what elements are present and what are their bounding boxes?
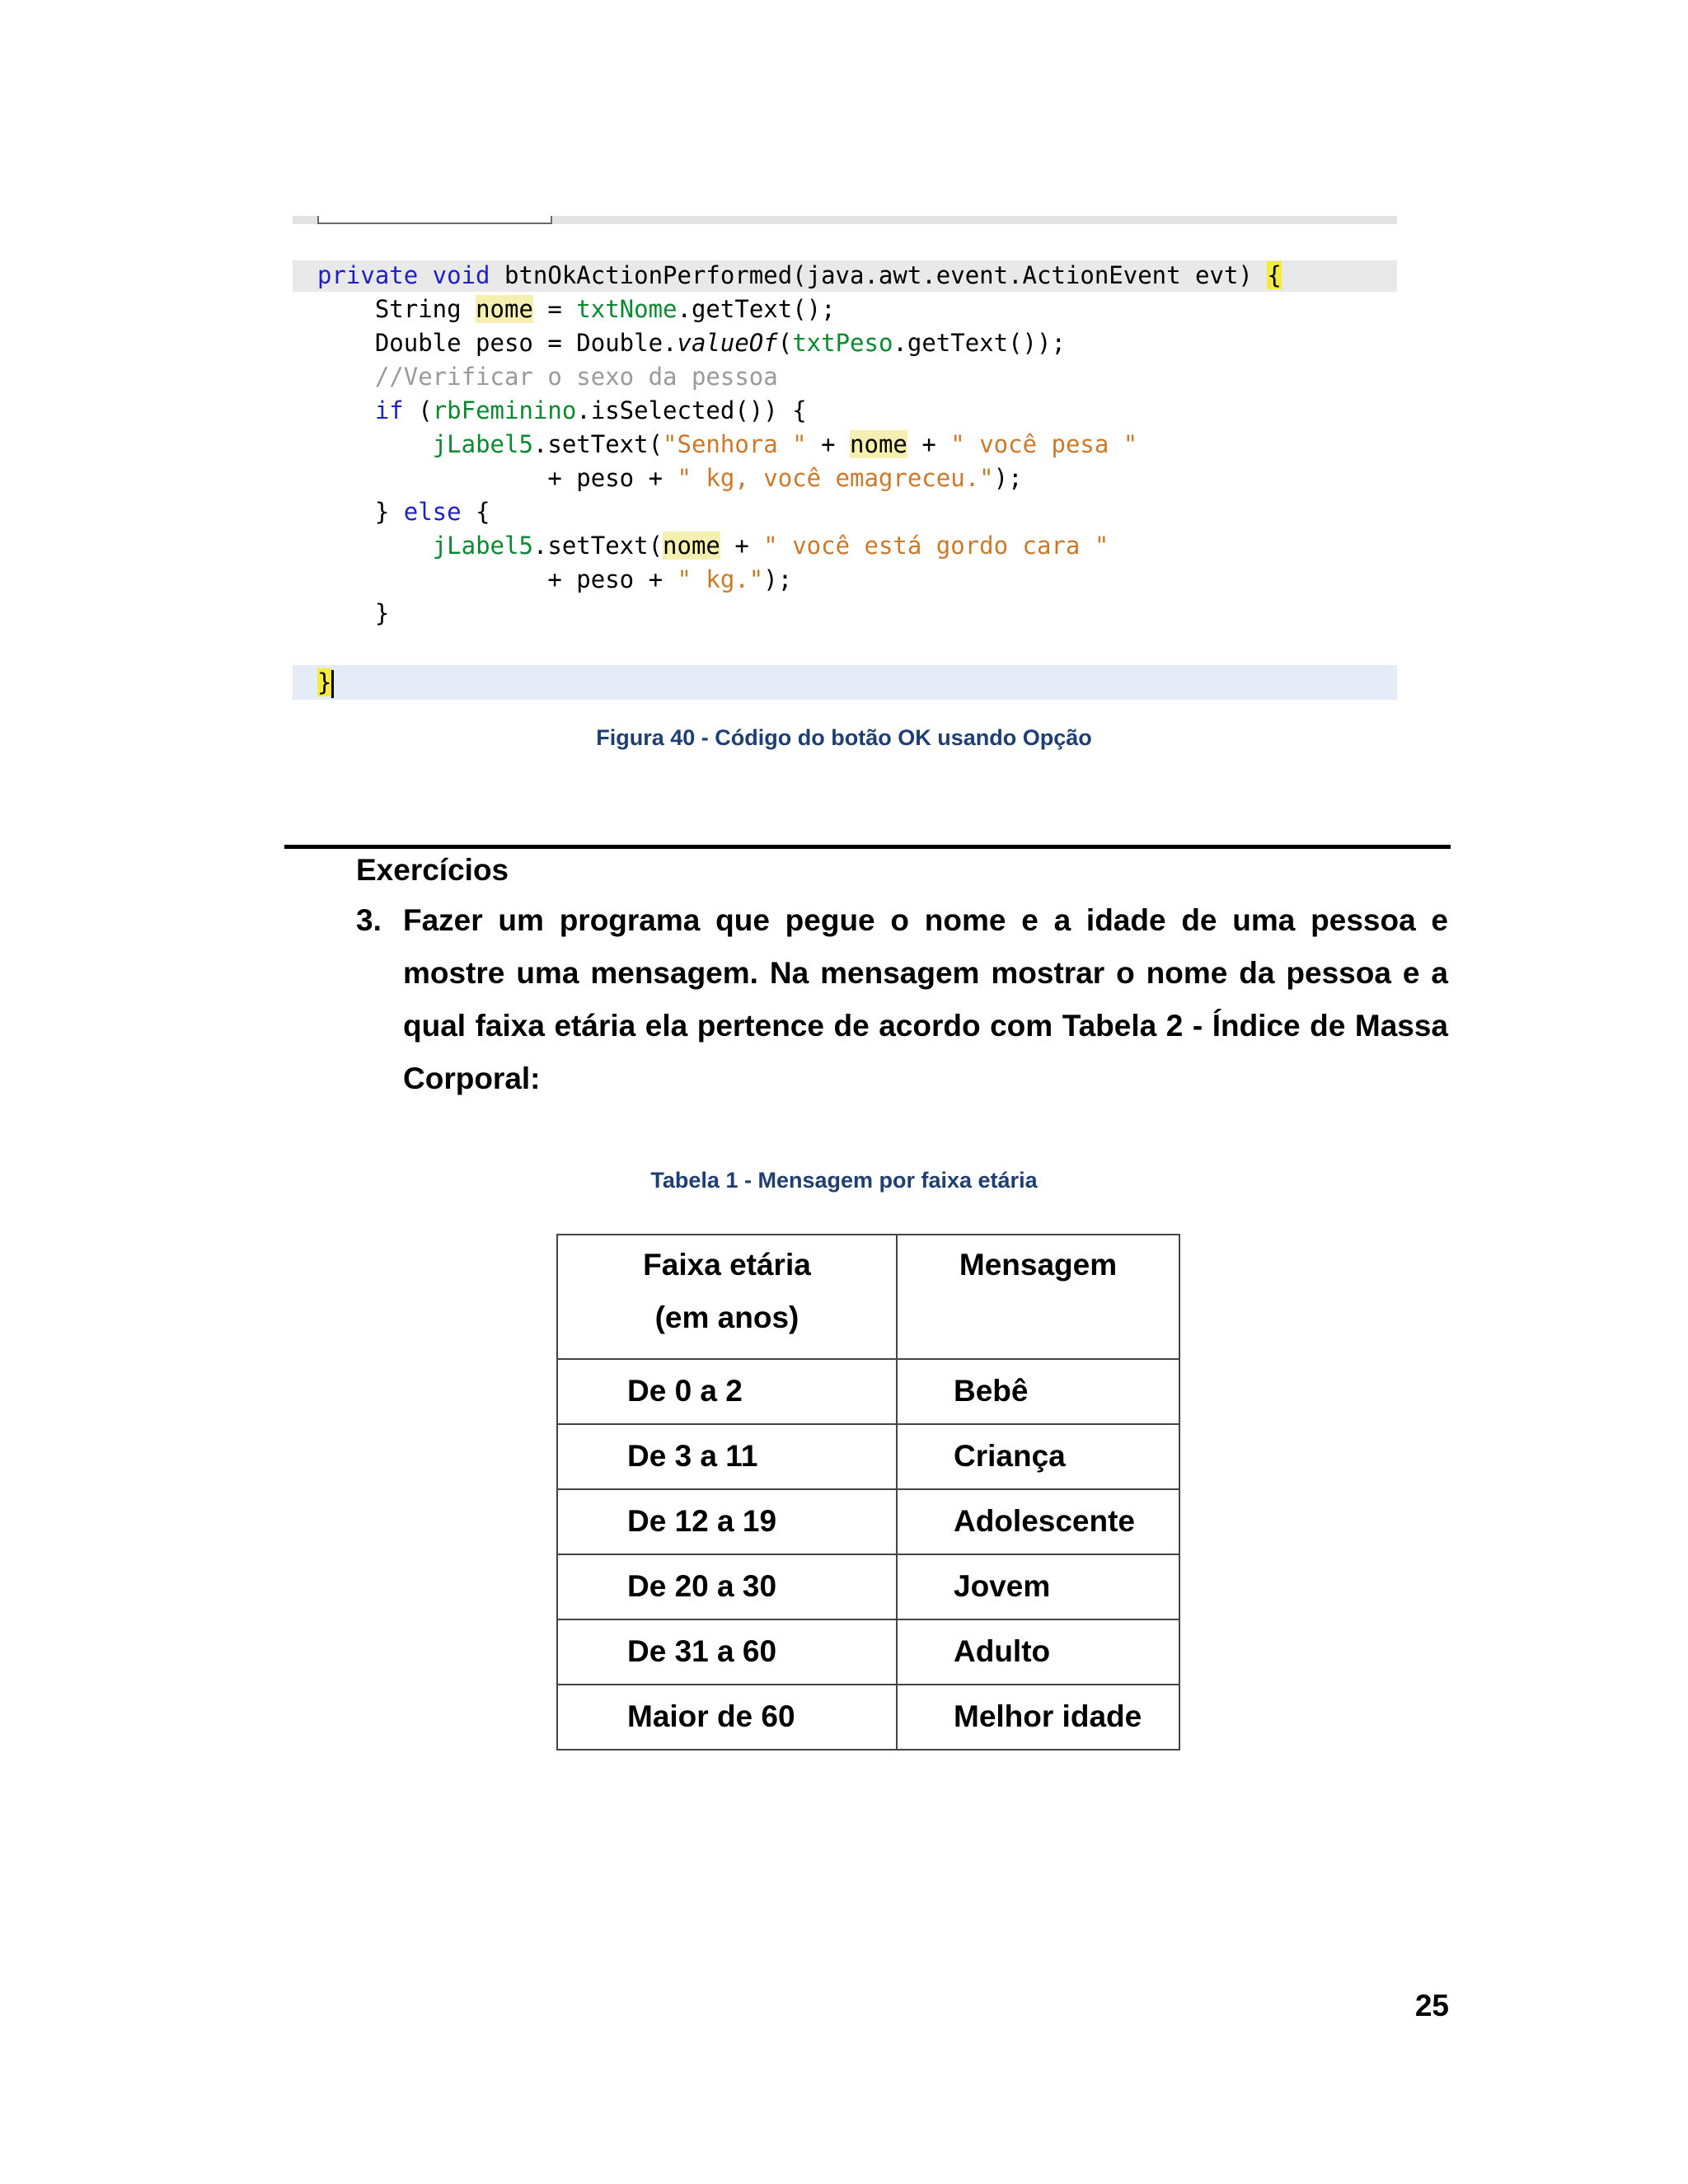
code-line-10: + peso + " kg.");	[317, 565, 793, 593]
code-line-6: jLabel5.setText("Senhora " + nome + " você pesa "	[432, 430, 1138, 458]
table-header-age-range: Faixa etária (em anos)	[557, 1235, 897, 1359]
code-line-8: } else {	[317, 498, 490, 526]
table-cell-message: Adolescente	[897, 1489, 1179, 1554]
code-line-7: + peso + " kg, você emagreceu.");	[317, 464, 1023, 492]
current-line-highlight	[293, 665, 1397, 700]
text-cursor	[331, 670, 334, 698]
exercise-item	[356, 894, 1448, 1105]
table-cell-age: De 20 a 30	[557, 1554, 897, 1619]
figure-caption: Figura 40 - Código do botão OK usando Opção	[596, 725, 1092, 750]
code-line-12: }	[317, 666, 334, 700]
table-row	[557, 1554, 1179, 1619]
table-cell-age: De 0 a 2	[557, 1359, 897, 1424]
table-cell-age: De 31 a 60	[557, 1619, 897, 1685]
page-number: 25	[1414, 1989, 1449, 2022]
exercise-text: Fazer um programa que pegue o nome e a idade de uma pessoa e mostre uma mensagem. Na mensagem mostrar o nome da pessoa e a qual faixa etária ela pertence de acordo com Tabela 2 - Índice de Massa Corporal:	[403, 903, 1448, 1095]
table-row	[557, 1489, 1179, 1554]
code-line-2: String nome = txtNome.getText();	[317, 295, 836, 323]
table-cell-message: Criança	[897, 1424, 1179, 1489]
table-header-message: Mensagem	[897, 1235, 1179, 1359]
code-line-1: private void btnOkActionPerformed(java.awt.event.ActionEvent evt) {	[317, 261, 1282, 289]
code-line-3: Double peso = Double.valueOf(txtPeso.getText());	[317, 329, 1066, 357]
code-line-4: //Verificar o sexo da pessoa	[317, 363, 778, 391]
table-row	[557, 1424, 1179, 1489]
table-cell-message: Bebê	[897, 1359, 1179, 1424]
table-cell-age: Maior de 60	[557, 1685, 897, 1750]
code-line-11: }	[317, 599, 390, 627]
code-line-5: if (rbFeminino.isSelected()) {	[317, 396, 807, 424]
code-line-9: jLabel5.setText(nome + " você está gordo cara "	[432, 532, 1109, 560]
editor-tab	[317, 216, 552, 224]
table-row	[557, 1619, 1179, 1685]
table-header-row	[557, 1235, 1179, 1359]
table-caption: Tabela 1 - Mensagem por faixa etária	[650, 1168, 1038, 1193]
table-row	[557, 1685, 1179, 1750]
table-cell-message: Melhor idade	[897, 1685, 1179, 1750]
table-cell-message: Jovem	[897, 1554, 1179, 1619]
table-row	[557, 1359, 1179, 1424]
table-cell-age: De 12 a 19	[557, 1489, 897, 1554]
age-range-table	[556, 1234, 1180, 1750]
code-screenshot	[293, 216, 1397, 702]
table-cell-message: Adulto	[897, 1619, 1179, 1685]
table-cell-age: De 3 a 11	[557, 1424, 897, 1489]
exercise-number: 3.	[356, 903, 382, 937]
section-heading: Exercícios	[356, 853, 509, 887]
section-rule	[284, 845, 1451, 849]
